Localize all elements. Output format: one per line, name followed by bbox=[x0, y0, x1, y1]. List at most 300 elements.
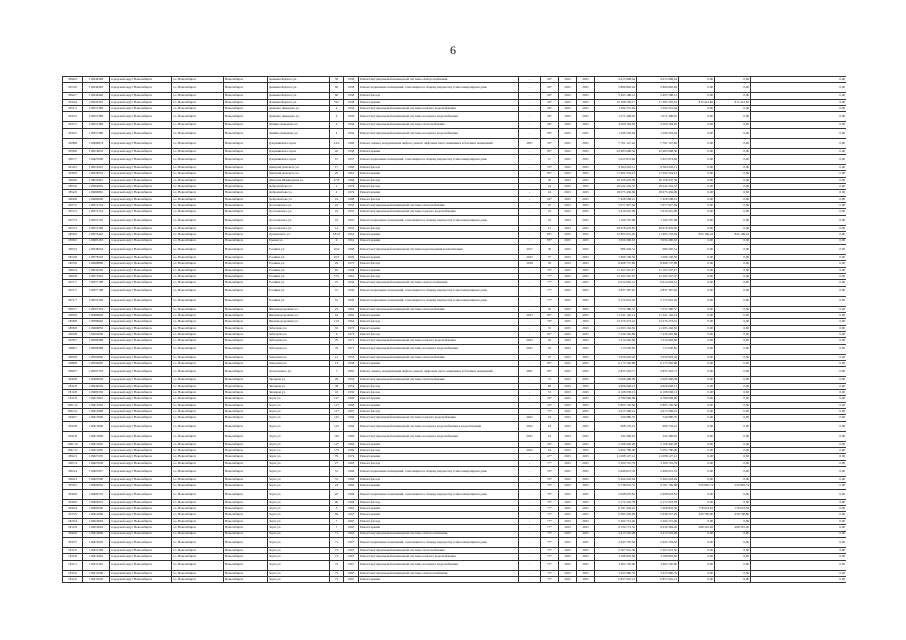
table-cell: 59 bbox=[541, 261, 559, 267]
table-cell: 2025 bbox=[577, 396, 595, 402]
table-cell: 118544383 bbox=[83, 83, 110, 93]
table-cell: 2025 bbox=[559, 512, 577, 518]
table-cell: 1840/6 bbox=[63, 489, 83, 499]
table-cell: г.о. Новосибирск bbox=[172, 306, 224, 312]
table-cell: 2025 bbox=[577, 467, 595, 477]
table-cell: г.о. Новосибирск bbox=[172, 396, 224, 402]
table-row bbox=[63, 489, 847, 499]
table-cell: 1967 bbox=[344, 570, 359, 576]
table-cell: Ремонт крыши bbox=[359, 267, 519, 273]
table-cell: 118257386 bbox=[83, 122, 110, 128]
table-cell: 0,00 bbox=[715, 155, 751, 165]
table-cell: 0,00 bbox=[679, 77, 715, 83]
table-cell: 0,00 bbox=[679, 331, 715, 337]
table-cell: 35* bbox=[541, 138, 559, 148]
table-cell: 80 bbox=[541, 383, 559, 389]
table-cell: Дёмина Давыдова ул. bbox=[268, 122, 330, 128]
table-cell: 2025 bbox=[559, 267, 577, 273]
table-cell: 16/3 bbox=[330, 254, 344, 260]
table-cell: 0,00 bbox=[679, 570, 715, 576]
table-cell: 342 469,81 bbox=[595, 431, 637, 441]
table-cell: 6 805 156,60 bbox=[637, 402, 679, 408]
table-cell: Ремонт подвальных помещений, относящихся к общему имуществу в многоквартирном доме bbox=[359, 537, 519, 547]
table-cell: Ремонт внутридомовой инженерной системы электроснабжения bbox=[359, 77, 519, 83]
table-cell: 7 bbox=[330, 518, 344, 524]
table-cell: 57 bbox=[330, 296, 344, 306]
table-cell: г.о. Новосибирск bbox=[172, 112, 224, 122]
table-cell: 1955 bbox=[344, 203, 359, 209]
table-cell: 1967 bbox=[344, 576, 359, 582]
table-cell: 69 bbox=[330, 512, 344, 518]
table-cell: 25 bbox=[330, 280, 344, 286]
table-cell: 0,00 bbox=[679, 286, 715, 296]
table-cell: Ремонт внутридомовой инженерной системы горячего водоснабжения bbox=[359, 338, 519, 344]
table-cell: 26* bbox=[541, 83, 559, 93]
table-cell: 25 bbox=[541, 209, 559, 215]
table-cell: городской округ Новосибирск bbox=[110, 99, 172, 105]
table-cell: 0,00 bbox=[751, 477, 847, 483]
table-cell: 127 bbox=[330, 441, 344, 447]
table-cell: 5 002 780,00 bbox=[637, 448, 679, 454]
table-cell: г.о. Новосибирск bbox=[172, 122, 224, 128]
table-cell: 2023 bbox=[559, 190, 577, 196]
table-cell: 1955 bbox=[344, 215, 359, 225]
table-cell: г.о. Новосибирск bbox=[172, 525, 224, 531]
table-cell: Ремонт фасада bbox=[359, 499, 519, 505]
table-cell: 76* bbox=[541, 483, 559, 489]
table-cell: 1 314 092,60 bbox=[595, 338, 637, 344]
table-cell: 113 bbox=[330, 402, 344, 408]
table-cell: 33 bbox=[330, 325, 344, 331]
capital-repair-table bbox=[62, 76, 846, 583]
table-cell: 1959 bbox=[344, 286, 359, 296]
table-cell: 6 805 156,60 bbox=[595, 402, 637, 408]
table-cell: 1841/10 bbox=[63, 441, 83, 447]
table-cell: 0,00 bbox=[679, 273, 715, 279]
table-cell: 0,00 bbox=[751, 148, 847, 154]
table-cell: 28 bbox=[330, 377, 344, 383]
table-cell: 1961 bbox=[344, 273, 359, 279]
table-cell: - bbox=[519, 196, 541, 202]
table-cell: 76* bbox=[541, 489, 559, 499]
table-cell: 9 bbox=[330, 238, 344, 244]
table-cell: 2025 bbox=[577, 531, 595, 537]
table-cell: 24 bbox=[541, 421, 559, 431]
table-cell: 0,00 bbox=[751, 512, 847, 518]
table-cell: 2 855 563,71 bbox=[637, 367, 679, 377]
table-cell: - bbox=[519, 377, 541, 383]
table-cell: 1811/8 bbox=[63, 396, 83, 402]
table-cell: Новосибирск bbox=[224, 312, 268, 318]
table-cell: 83* bbox=[541, 238, 559, 244]
table-cell: г.о. Новосибирск bbox=[172, 560, 224, 570]
table-cell: 0,00 bbox=[751, 360, 847, 366]
table-cell: 0,00 bbox=[715, 77, 751, 83]
table-cell: 0,00 bbox=[751, 122, 847, 128]
table-cell: 2025 bbox=[577, 415, 595, 421]
table-cell: - bbox=[519, 128, 541, 138]
table-cell: 3 056 390,63 bbox=[595, 238, 637, 244]
table-cell: 75* bbox=[541, 576, 559, 582]
table-cell: 6 bbox=[330, 331, 344, 337]
table-cell: Ремонт подвальных помещений, относящихся к общему имуществу в многоквартирном доме bbox=[359, 83, 519, 93]
table-cell: 77* bbox=[541, 273, 559, 279]
table-cell: 0,00 bbox=[679, 306, 715, 312]
table-cell: городской округ Новосибирск bbox=[110, 325, 172, 331]
table-cell: - bbox=[519, 325, 541, 331]
table-cell: 0,00 bbox=[715, 431, 751, 441]
table-cell: г.о. Новосибирск bbox=[172, 499, 224, 505]
table-cell: 6 108 038,13 bbox=[595, 390, 637, 396]
table-cell: - bbox=[519, 209, 541, 215]
table-cell: 0,00 bbox=[751, 312, 847, 318]
table-cell: - bbox=[519, 165, 541, 171]
table-cell: Новосибирск bbox=[224, 454, 268, 460]
table-cell: 24 bbox=[541, 415, 559, 421]
table-cell: 2025 bbox=[577, 431, 595, 441]
table-cell: 0,00 bbox=[679, 576, 715, 582]
table-cell: Достоевского ул. bbox=[268, 225, 330, 231]
table-cell: 1841/8 bbox=[63, 383, 83, 389]
table-cell: 2023 bbox=[559, 209, 577, 215]
table-cell: 0,00 bbox=[751, 280, 847, 286]
table-cell: 12 bbox=[330, 354, 344, 360]
table-cell: городской округ Новосибирск bbox=[110, 244, 172, 254]
table-cell: 2025 bbox=[577, 232, 595, 238]
table-cell: 2025 bbox=[577, 402, 595, 408]
table-cell: 118386062 bbox=[83, 319, 110, 325]
table-cell: Ремонт подвальных помещений, относящихся к общему имуществу в многоквартирном доме bbox=[359, 296, 519, 306]
table-cell: - bbox=[519, 184, 541, 190]
table-cell: 0,00 bbox=[679, 415, 715, 421]
table-cell: 118578243 bbox=[83, 254, 110, 260]
table-cell: городской округ Новосибирск bbox=[110, 254, 172, 260]
table-cell: 118589588 bbox=[83, 344, 110, 354]
table-cell: Новосибирск bbox=[224, 99, 268, 105]
table-cell: Новосибирск bbox=[224, 477, 268, 483]
table-cell: 24 bbox=[541, 448, 559, 454]
table-cell: 1811/6 bbox=[63, 576, 83, 582]
table-cell: 0,00 bbox=[715, 319, 751, 325]
table-cell: г.о. Новосибирск bbox=[172, 576, 224, 582]
table-cell: 2025 bbox=[559, 148, 577, 154]
table-cell: 2 643 703,62 bbox=[595, 537, 637, 547]
table-cell: - bbox=[519, 171, 541, 177]
table-cell: 75* bbox=[541, 560, 559, 570]
table-cell: 2 866 892,04 bbox=[637, 83, 679, 93]
table-cell: 1967 bbox=[344, 560, 359, 570]
table-cell: г.о. Новосибирск bbox=[172, 312, 224, 318]
table-cell: Новосибирск bbox=[224, 360, 268, 366]
table-cell: 0,00 bbox=[715, 360, 751, 366]
table-cell: г.о. Новосибирск bbox=[172, 454, 224, 460]
table-cell: 2025 bbox=[577, 390, 595, 396]
table-cell: городской округ Новосибирск bbox=[110, 319, 172, 325]
table-cell: Ремонт внутридомовой инженерной системы электроснабжения bbox=[359, 570, 519, 576]
table-cell: 118545322 bbox=[83, 99, 110, 105]
table-cell: 7 bbox=[330, 525, 344, 531]
table-cell: 2025 bbox=[559, 518, 577, 524]
table-cell: 0,00 bbox=[751, 325, 847, 331]
table-cell: 5 625 874,66 bbox=[595, 155, 637, 165]
table-cell: 49 bbox=[330, 499, 344, 505]
table-cell: 1908/8 bbox=[63, 138, 83, 148]
table-cell: 0,00 bbox=[751, 506, 847, 512]
table-cell: Ремонт внутридомовой инженерной системы холодного водоснабжения bbox=[359, 431, 519, 441]
table-cell: 0,00 bbox=[751, 460, 847, 466]
table-cell: 77* bbox=[541, 460, 559, 466]
table-cell: г.о. Новосибирск bbox=[172, 254, 224, 260]
table-cell: 5 300 701,79 bbox=[637, 460, 679, 466]
table-cell: Новосибирск bbox=[224, 261, 268, 267]
table-cell: 6 857 016,13 bbox=[637, 576, 679, 582]
table-cell: 1960 bbox=[344, 138, 359, 148]
table-cell: Новосибирск bbox=[224, 267, 268, 273]
table-row bbox=[63, 128, 847, 138]
table-cell: 76* bbox=[541, 477, 559, 483]
table-cell: 0,00 bbox=[751, 171, 847, 177]
table-cell: 2025 bbox=[577, 209, 595, 215]
table-cell: 118413906 bbox=[83, 421, 110, 431]
table-cell: - bbox=[519, 286, 541, 296]
table-cell: 2025 bbox=[577, 99, 595, 105]
table-cell: 1967 bbox=[344, 547, 359, 553]
table-cell: 18 075 456,09 bbox=[595, 190, 637, 196]
table-cell: 118407630 bbox=[83, 460, 110, 466]
table-cell: 118572155 bbox=[83, 215, 110, 225]
table-cell: городской округ Новосибирск bbox=[110, 390, 172, 396]
table-cell: Новосибирск bbox=[224, 415, 268, 421]
table-cell: 1808/2 bbox=[63, 238, 83, 244]
table-cell: 1827/5 bbox=[63, 203, 83, 209]
table-cell: 31 bbox=[330, 477, 344, 483]
table-cell: 118413906 bbox=[83, 415, 110, 421]
table-cell: 0,00 bbox=[715, 537, 751, 547]
table-cell: - bbox=[519, 306, 541, 312]
table-cell: 778 623,83 bbox=[679, 506, 715, 512]
table-cell: Новосибирск bbox=[224, 383, 268, 389]
table-cell: Зорге ул. bbox=[268, 512, 330, 518]
table-cell: г.о. Новосибирск bbox=[172, 225, 224, 231]
table-cell: 1877/3 bbox=[63, 215, 83, 225]
table-cell: 1812/8 bbox=[63, 525, 83, 531]
table-cell: 2025 bbox=[559, 499, 577, 505]
table-cell: 1811/8 bbox=[63, 554, 83, 560]
table-cell: 2023 bbox=[559, 225, 577, 231]
table-cell: г.о. Новосибирск bbox=[172, 338, 224, 344]
table-cell: 0,00 bbox=[751, 244, 847, 254]
table-cell: 0,00 bbox=[715, 441, 751, 447]
table-cell: 2025 bbox=[577, 537, 595, 547]
table-cell: - bbox=[519, 148, 541, 154]
table-cell: 75* bbox=[541, 531, 559, 537]
table-cell: 2025 bbox=[577, 286, 595, 296]
table-cell: 0,00 bbox=[715, 286, 751, 296]
table-cell: Ремонт фасада bbox=[359, 165, 519, 171]
table-cell: городской округ Новосибирск bbox=[110, 306, 172, 312]
table-row bbox=[63, 576, 847, 582]
table-cell: 118409506 bbox=[83, 506, 110, 512]
table-cell: - bbox=[519, 203, 541, 209]
table-cell: Зорге ул. bbox=[268, 431, 330, 441]
table-cell: - bbox=[519, 489, 541, 499]
table-row bbox=[63, 286, 847, 296]
table-cell: 8 668 737,99 bbox=[637, 261, 679, 267]
table-cell: 0,00 bbox=[751, 454, 847, 460]
table-cell: - bbox=[519, 467, 541, 477]
table-cell: 58 bbox=[330, 77, 344, 83]
table-cell: Забалуева ул. bbox=[268, 338, 330, 344]
table-cell: Ремонт фасада bbox=[359, 448, 519, 454]
table-cell: 2025 bbox=[577, 441, 595, 447]
table-cell: 2025 bbox=[577, 576, 595, 582]
table-cell: 3* bbox=[541, 254, 559, 260]
table-cell: Ремонт внутридомовой инженерной системы холодного водоснабжения bbox=[359, 560, 519, 570]
table-cell: г.о. Новосибирск bbox=[172, 171, 224, 177]
table-cell: 1968 bbox=[344, 196, 359, 202]
table-cell: Ремонт внутридомовой инженерной системы горячего водоснабжения bbox=[359, 106, 519, 112]
table-body bbox=[63, 77, 847, 583]
table-cell: 2025 bbox=[577, 360, 595, 366]
table-cell: Ремонт, замена, модернизация лифтов, ремонт лифтовых шахт, машинных и блочных помещений bbox=[359, 367, 519, 377]
table-cell: 26* bbox=[541, 99, 559, 105]
table-cell: г.о. Новосибирск bbox=[172, 155, 224, 165]
table-cell: 0,00 bbox=[715, 93, 751, 99]
table-cell: 0,00 bbox=[751, 83, 847, 93]
table-cell: Добролюбова ул. bbox=[268, 190, 330, 196]
table-cell: 0,00 bbox=[715, 383, 751, 389]
table-cell: Звездная ул. bbox=[268, 383, 330, 389]
table-cell: Ремонт внутридомовой инженерной системы теплоснабжения bbox=[359, 354, 519, 360]
table-cell: 0,00 bbox=[679, 155, 715, 165]
table-cell: 1837/5 bbox=[63, 122, 83, 128]
table-cell: Новосибирск bbox=[224, 112, 268, 122]
table-cell: 2 307 641,30 bbox=[595, 547, 637, 553]
table-cell: 0,00 bbox=[679, 244, 715, 254]
table-cell: 13 bbox=[330, 360, 344, 366]
table-cell: 75* bbox=[541, 409, 559, 415]
table-cell: 1803/4 bbox=[63, 467, 83, 477]
table-cell: г.о. Новосибирск bbox=[172, 165, 224, 171]
table-cell: Новосибирск bbox=[224, 506, 268, 512]
table-cell: 5 168 440,28 bbox=[637, 441, 679, 447]
table-cell: Ремонт фасада bbox=[359, 177, 519, 183]
table-cell: 3 659 093,43 bbox=[595, 354, 637, 360]
table-cell: 30 bbox=[541, 244, 559, 254]
table-cell: Зорге ул. bbox=[268, 421, 330, 431]
table-cell: 5 002 780,00 bbox=[595, 448, 637, 454]
table-cell: 1975 bbox=[344, 261, 359, 267]
table-cell: Демьяна Бедного ул. bbox=[268, 93, 330, 99]
table-cell: 118574442 bbox=[83, 232, 110, 238]
table-cell: 5 977 927,94 bbox=[595, 203, 637, 209]
table-cell: 0,00 bbox=[679, 518, 715, 524]
table-cell: 0,00 bbox=[751, 377, 847, 383]
table-cell: Новосибирск bbox=[224, 215, 268, 225]
table-cell: 127 bbox=[330, 396, 344, 402]
table-cell: Новосибирск bbox=[224, 93, 268, 99]
table-cell: 0,00 bbox=[715, 554, 751, 560]
table-cell: 2025 bbox=[559, 77, 577, 83]
table-cell: 71 bbox=[330, 531, 344, 537]
table-cell: 1843/7 bbox=[63, 537, 83, 547]
table-cell: 76* bbox=[541, 267, 559, 273]
table-cell: 24 bbox=[330, 306, 344, 312]
table-cell: 2025 bbox=[577, 338, 595, 344]
table-cell: 79 bbox=[330, 454, 344, 460]
table-cell: 342 469,81 bbox=[637, 431, 679, 441]
table-cell: 1966 bbox=[344, 431, 359, 441]
table-cell: 2025 bbox=[559, 554, 577, 560]
table-cell: городской округ Новосибирск bbox=[110, 402, 172, 408]
table-cell: Новосибирск bbox=[224, 547, 268, 553]
table-cell: г.о. Новосибирск bbox=[172, 196, 224, 202]
table-cell: 1841/11 bbox=[63, 448, 83, 454]
table-cell: - bbox=[519, 238, 541, 244]
table-cell: 2025 bbox=[577, 225, 595, 231]
table-cell: Новосибирск bbox=[224, 155, 268, 165]
table-cell: - bbox=[519, 390, 541, 396]
table-cell: городской округ Новосибирск bbox=[110, 238, 172, 244]
table-cell: 1966 bbox=[344, 467, 359, 477]
table-cell: Ремонт крыши bbox=[359, 148, 519, 154]
table-cell: 5 493 188,12 bbox=[637, 93, 679, 99]
table-cell: городской округ Новосибирск bbox=[110, 415, 172, 421]
table-cell: 0,00 bbox=[715, 215, 751, 225]
table-cell: 1965 bbox=[344, 460, 359, 466]
table-cell: 0,00 bbox=[751, 383, 847, 389]
table-cell: 0,00 bbox=[751, 390, 847, 396]
table-cell: Новосибирск bbox=[224, 306, 268, 312]
table-cell: 2017 bbox=[519, 244, 541, 254]
table-cell: Зорге ул. bbox=[268, 537, 330, 547]
table-cell: 118257386 bbox=[83, 112, 110, 122]
table-cell: 0,00 bbox=[715, 396, 751, 402]
table-cell: Ремонт крыши bbox=[359, 525, 519, 531]
table-cell: 118410002 bbox=[83, 525, 110, 531]
table-cell: Демьяна Бедного ул. bbox=[268, 99, 330, 105]
table-cell: 0,00 bbox=[751, 99, 847, 105]
table-cell: 2025 bbox=[577, 367, 595, 377]
table-cell: 26* bbox=[541, 441, 559, 447]
table-cell: 5 300 701,79 bbox=[595, 460, 637, 466]
table-cell: 1849/8 bbox=[63, 377, 83, 383]
table-cell: 2025 bbox=[559, 325, 577, 331]
table-cell: - bbox=[519, 518, 541, 524]
table-cell: 5 264 218,04 bbox=[595, 477, 637, 483]
table-cell: г.о. Новосибирск bbox=[172, 286, 224, 296]
table-cell: 2025 bbox=[559, 454, 577, 460]
table-cell: 7 236 265,89 bbox=[595, 331, 637, 337]
table-cell: 2025 bbox=[577, 489, 595, 499]
table-cell: 18 109 470,39 bbox=[637, 177, 679, 183]
table-cell: 118589588 bbox=[83, 338, 110, 344]
table-cell: 25 bbox=[541, 354, 559, 360]
table-cell: городской округ Новосибирск bbox=[110, 518, 172, 524]
table-cell: - bbox=[519, 83, 541, 93]
table-cell: 2025 bbox=[577, 547, 595, 553]
table-cell: 2025 bbox=[577, 448, 595, 454]
table-cell: 118480000 bbox=[83, 196, 110, 202]
table-cell: Дунаевского ул. bbox=[268, 232, 330, 238]
table-row bbox=[63, 296, 847, 306]
table-cell: г.о. Новосибирск bbox=[172, 319, 224, 325]
table-cell: 118486891 bbox=[83, 190, 110, 196]
table-cell: г.о. Новосибирск bbox=[172, 570, 224, 576]
table-cell: Есенина ул. bbox=[268, 273, 330, 279]
table-cell: 7 428 508,21 bbox=[637, 196, 679, 202]
table-cell: 1846/7 bbox=[63, 415, 83, 421]
